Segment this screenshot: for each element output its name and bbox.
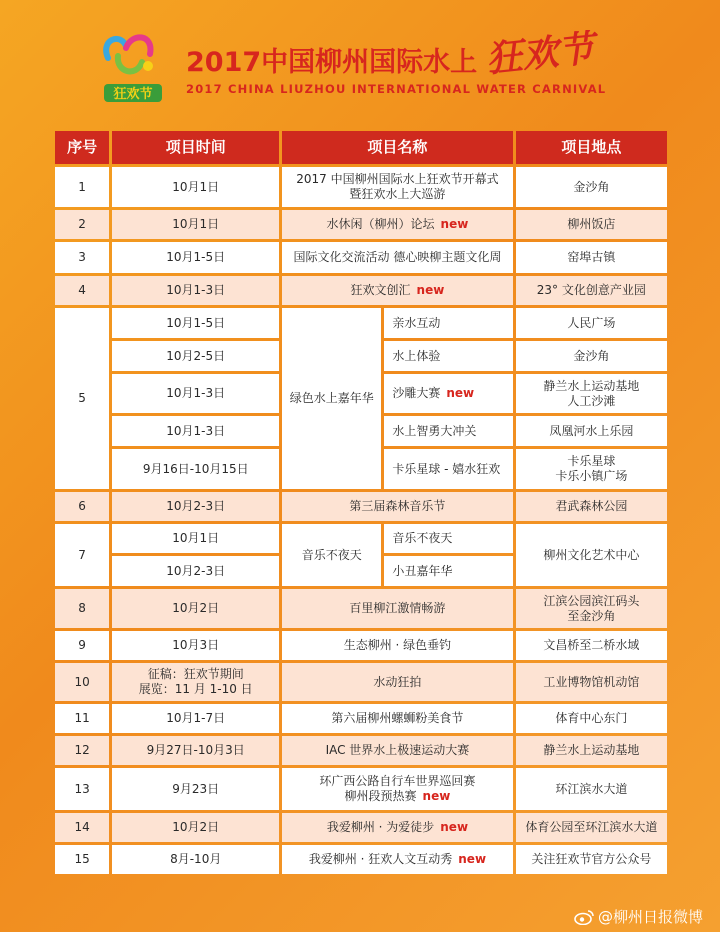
table-row (55, 492, 667, 521)
row-time: 10月1-3日 (112, 416, 279, 446)
row-number: 8 (55, 589, 109, 628)
table-row (55, 736, 667, 765)
carnival-logo (96, 28, 168, 112)
row-name (282, 813, 512, 842)
table-row (55, 631, 667, 660)
new-badge: new (416, 283, 445, 297)
new-badge: new (458, 852, 487, 866)
row-sub-name: 水上智勇大冲关 (384, 416, 512, 446)
row-location (516, 589, 667, 628)
row-sub-name (384, 374, 512, 413)
row-time: 9月16日-10月15日 (112, 449, 279, 489)
row-location: 体育公园至环江滨水大道 (516, 813, 667, 842)
col-header-time: 项目时间 (112, 131, 279, 164)
row-name: 水动狂拍 (282, 663, 512, 701)
row-number: 9 (55, 631, 109, 660)
row-location: 金沙角 (516, 167, 667, 207)
new-badge: new (446, 386, 475, 400)
row-location: 窑埠古镇 (516, 242, 667, 273)
row-time-line2: 展览：11 月 1-10 日 (138, 682, 253, 696)
row-time: 10月1日 (112, 524, 279, 553)
row-time-line1: 征稿：狂欢节期间 (147, 667, 244, 681)
row-time: 9月27日-10月3日 (112, 736, 279, 765)
row-location-line2: 人工沙滩 (567, 393, 616, 408)
new-badge: new (422, 789, 451, 803)
row-name: IAC 世界水上极速运动大赛 (282, 736, 512, 765)
row-location: 君武森林公园 (516, 492, 667, 521)
row-sub-name: 亲水互动 (384, 308, 512, 338)
row-name (282, 845, 512, 874)
row-location: 工业博物馆机动馆 (516, 663, 667, 701)
row-sub-name: 小丑嘉年华 (384, 556, 512, 586)
row-location: 金沙角 (516, 341, 667, 371)
row-number: 11 (55, 704, 109, 733)
row-name (282, 768, 512, 810)
row-name-text: 我爱柳州 · 狂欢人文互动秀 (308, 852, 453, 866)
row-location: 柳州饭店 (516, 210, 667, 239)
row-time (112, 663, 279, 701)
row-number: 12 (55, 736, 109, 765)
row-location-line2: 至金沙角 (567, 608, 616, 623)
row-location: 静兰水上运动基地 (516, 736, 667, 765)
row-name-text: 水休闲（柳州）论坛 (326, 217, 435, 231)
row-number: 5 (55, 308, 109, 489)
page-subtitle-en: 2017 CHINA LIUZHOU INTERNATIONAL WATER CARNIVAL (186, 82, 607, 96)
row-name: 百里柳江激情畅游 (282, 589, 512, 628)
row-time: 10月1日 (112, 167, 279, 207)
row-location (516, 449, 667, 489)
new-badge: new (440, 820, 469, 834)
row-location: 凤凰河水上乐园 (516, 416, 667, 446)
weibo-icon (574, 909, 594, 925)
watermark-text: @柳州日报微博 (598, 908, 704, 926)
row-number: 3 (55, 242, 109, 273)
row-name-line1: 环广西公路自行车世界巡回赛 (319, 774, 476, 788)
row-time: 8月-10月 (112, 845, 279, 874)
row-time: 10月1-5日 (112, 308, 279, 338)
row-number: 4 (55, 276, 109, 305)
col-header-location: 项目地点 (516, 131, 667, 164)
row-group-name: 绿色水上嘉年华 (282, 308, 381, 489)
row-sub-name: 音乐不夜天 (384, 524, 512, 553)
title-script: 狂欢节 (484, 27, 597, 81)
row-number: 15 (55, 845, 109, 874)
row-time: 10月1-5日 (112, 242, 279, 273)
row-name: 国际文化交流活动 德心映柳主题文化周 (282, 242, 512, 273)
page-header (0, 0, 720, 125)
row-location-line2: 卡乐小镇广场 (555, 469, 628, 483)
row-time: 10月1-7日 (112, 704, 279, 733)
row-number: 2 (55, 210, 109, 239)
row-name-text: 狂欢文创汇 (350, 283, 411, 297)
row-time: 10月1-3日 (112, 276, 279, 305)
row-location-line1: 静兰水上运动基地 (543, 378, 640, 393)
table-row (55, 704, 667, 733)
row-location-line1: 江滨公园滨江码头 (543, 593, 640, 608)
row-location: 柳州文化艺术中心 (516, 524, 667, 586)
row-location: 23° 文化创意产业园 (516, 276, 667, 305)
table-row (55, 167, 667, 207)
row-name: 生态柳州 · 绿色垂钓 (282, 631, 512, 660)
row-name (282, 276, 512, 305)
row-number: 13 (55, 768, 109, 810)
row-name: 第六届柳州螺蛳粉美食节 (282, 704, 512, 733)
row-name-line1: 2017 中国柳州国际水上狂欢节开幕式 (296, 172, 499, 186)
table-row (55, 276, 667, 305)
row-location (516, 374, 667, 413)
table-row (55, 845, 667, 874)
row-time: 10月2-3日 (112, 556, 279, 586)
row-number: 14 (55, 813, 109, 842)
row-group-name: 音乐不夜天 (282, 524, 381, 586)
col-header-no: 序号 (55, 131, 109, 164)
row-name-text: 我爱柳州 · 为爱徒步 (326, 820, 435, 834)
watermark (574, 906, 703, 927)
table-row (55, 308, 667, 338)
row-time: 10月2-3日 (112, 492, 279, 521)
row-name: 第三届森林音乐节 (282, 492, 512, 521)
row-time: 10月1日 (112, 210, 279, 239)
row-sub-name: 水上体验 (384, 341, 512, 371)
row-name (282, 167, 512, 207)
schedule-table (52, 128, 670, 877)
row-time: 10月2日 (112, 813, 279, 842)
row-time: 9月23日 (112, 768, 279, 810)
row-location: 关注狂欢节官方公众号 (516, 845, 667, 874)
row-number: 1 (55, 167, 109, 207)
table-header-row (55, 131, 667, 164)
row-location: 环江滨水大道 (516, 768, 667, 810)
row-location: 体育中心东门 (516, 704, 667, 733)
table-row (55, 663, 667, 701)
logo-text: 狂欢节 (113, 87, 153, 102)
row-location-line1: 卡乐星球 (567, 454, 616, 468)
row-location: 人民广场 (516, 308, 667, 338)
row-number: 6 (55, 492, 109, 521)
row-name-line2 (284, 789, 510, 804)
row-name-line2: 暨狂欢水上大巡游 (349, 187, 446, 201)
row-name (282, 210, 512, 239)
row-number: 7 (55, 524, 109, 586)
row-name-text: 柳州段预热赛 (344, 789, 417, 803)
row-sub-name-text: 沙雕大赛 (392, 386, 441, 400)
table-row (55, 589, 667, 628)
row-time: 10月2日 (112, 589, 279, 628)
row-number: 10 (55, 663, 109, 701)
row-location: 文昌桥至二桥水域 (516, 631, 667, 660)
table-row (55, 813, 667, 842)
row-time: 10月3日 (112, 631, 279, 660)
col-header-name: 项目名称 (282, 131, 512, 164)
table-row (55, 242, 667, 273)
new-badge: new (440, 217, 469, 231)
table-row (55, 768, 667, 810)
table-row (55, 524, 667, 553)
row-time: 10月1-3日 (112, 374, 279, 413)
row-time: 10月2-5日 (112, 341, 279, 371)
page-title: 2017中国柳州国际水上 (186, 47, 478, 78)
table-row (55, 210, 667, 239)
row-sub-name: 卡乐星球 - 嬉水狂欢 (384, 449, 512, 489)
